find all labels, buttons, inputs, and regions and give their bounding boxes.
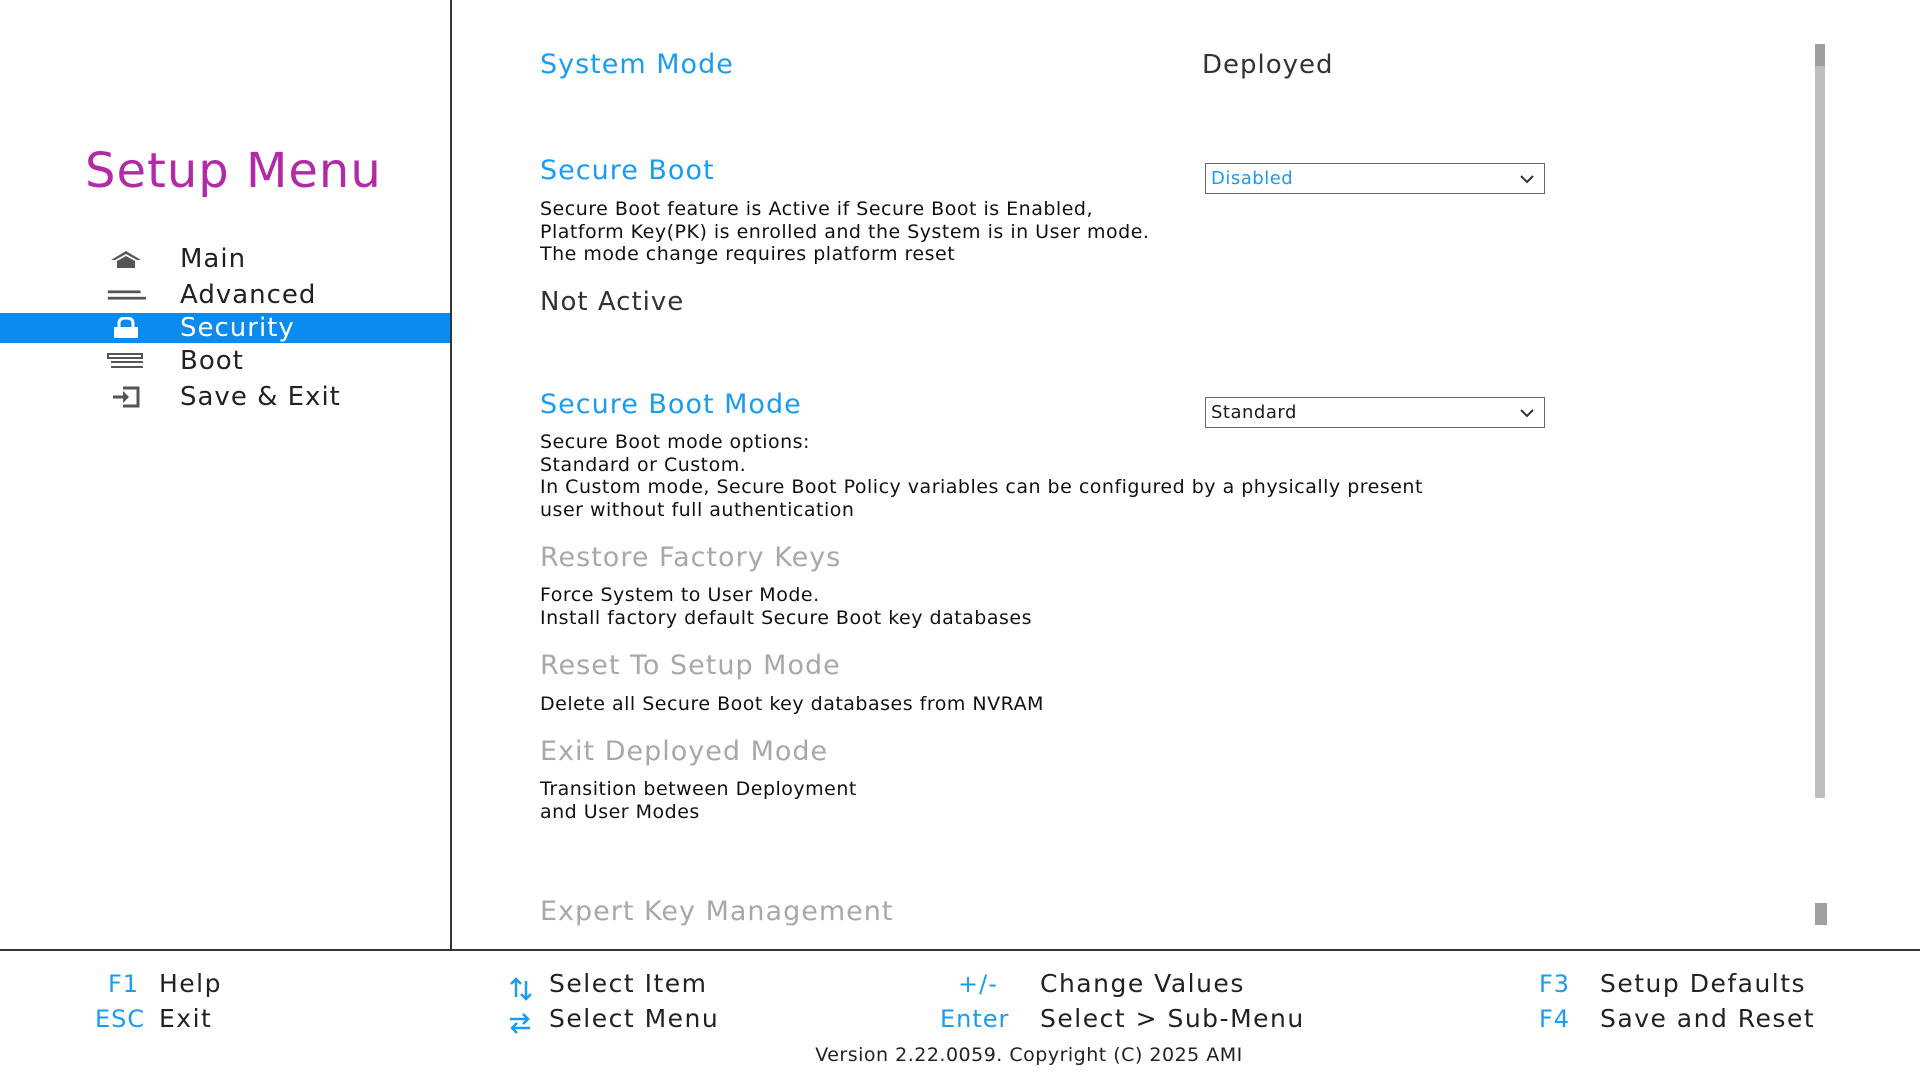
sidebar-item-security[interactable] xyxy=(0,313,450,343)
lock-icon xyxy=(106,314,146,342)
sidebar-item-save-exit[interactable] xyxy=(0,379,450,415)
expert-key-management[interactable]: Expert Key Management xyxy=(540,896,894,927)
select-item-label: Select Item xyxy=(549,969,708,998)
sidebar xyxy=(0,0,452,949)
scrollbar[interactable] xyxy=(1815,44,1825,798)
home-icon xyxy=(106,245,146,273)
key-label: Enter xyxy=(940,1005,1010,1033)
sidebar-item-label: Security xyxy=(180,313,295,343)
help-line: user without full authentication xyxy=(540,498,855,521)
reset-to-setup-mode[interactable]: Reset To Setup Mode xyxy=(540,650,841,681)
f1-help-label: Help xyxy=(159,969,222,998)
secure-boot-dropdown[interactable] xyxy=(1205,163,1545,194)
select-submenu-label: Select > Sub-Menu xyxy=(1040,1004,1305,1033)
enter-key xyxy=(940,1005,1009,1033)
version-text: Version 2.22.0059. Copyright (C) 2025 AMI xyxy=(815,1044,1243,1066)
change-values-label: Change Values xyxy=(1040,969,1245,998)
help-line: Delete all Secure Boot key databases from NVRAM xyxy=(540,693,1044,715)
chevron-down-icon xyxy=(1520,408,1534,418)
key-label: F1 xyxy=(108,970,140,998)
leftright-arrows-icon xyxy=(507,1011,533,1035)
help-line: and User Modes xyxy=(540,800,700,823)
help-line: The mode change requires platform reset xyxy=(540,243,956,265)
sidebar-item-label: Save & Exit xyxy=(180,382,341,412)
sidebar-item-label: Boot xyxy=(180,346,244,376)
boot-icon xyxy=(106,347,146,375)
restore-factory-keys[interactable]: Restore Factory Keys xyxy=(540,542,842,573)
key-label: F3 xyxy=(1539,970,1571,998)
sidebar-item-boot[interactable] xyxy=(0,343,450,379)
system-mode-label: System Mode xyxy=(540,49,734,80)
sidebar-item-label: Advanced xyxy=(180,280,317,310)
help-line: In Custom mode, Secure Boot Policy variables can be configured by a physically present xyxy=(540,476,1423,498)
sidebar-nav xyxy=(0,241,450,415)
f1-key xyxy=(108,970,139,998)
sidebar-item-label: Main xyxy=(180,244,247,274)
help-line: Standard or Custom. xyxy=(540,453,747,476)
exit-icon xyxy=(106,383,146,411)
secure-boot-mode-value: Standard xyxy=(1211,402,1297,423)
sidebar-item-advanced[interactable] xyxy=(0,277,450,313)
secure-boot-label[interactable]: Secure Boot xyxy=(540,155,715,186)
updown-arrows-icon xyxy=(508,976,534,1002)
sidebar-item-main[interactable] xyxy=(0,241,450,277)
secure-boot-mode-dropdown[interactable] xyxy=(1205,397,1545,428)
key-label: F4 xyxy=(1539,1005,1571,1033)
help-line: Transition between Deployment xyxy=(540,778,857,800)
help-line: Force System to User Mode. xyxy=(540,584,820,606)
help-line: Install factory default Secure Boot key databases xyxy=(540,606,1032,629)
plus-minus-key xyxy=(958,970,998,998)
footer-divider xyxy=(0,949,1920,951)
esc-exit-label: Exit xyxy=(159,1004,213,1033)
secure-boot-mode-help xyxy=(540,431,1423,521)
setup-menu-title: Setup Menu xyxy=(85,143,382,199)
scrollbar-end-marker xyxy=(1815,903,1827,925)
help-line: Platform Key(PK) is enrolled and the System is in User mode. xyxy=(540,220,1150,243)
secure-boot-value: Disabled xyxy=(1211,168,1294,189)
reset-to-setup-mode-help xyxy=(540,693,1044,716)
help-line: Secure Boot mode options: xyxy=(540,431,810,453)
system-mode-value: Deployed xyxy=(1202,50,1334,80)
security-page xyxy=(450,0,1920,949)
secure-boot-mode-label[interactable]: Secure Boot Mode xyxy=(540,389,802,420)
secure-boot-help xyxy=(540,198,1149,266)
setup-defaults-label: Setup Defaults xyxy=(1600,969,1807,998)
help-line: Secure Boot feature is Active if Secure Boot is Enabled, xyxy=(540,198,1093,220)
key-label: +/- xyxy=(958,970,998,998)
chevron-down-icon xyxy=(1520,174,1534,184)
exit-deployed-mode[interactable]: Exit Deployed Mode xyxy=(540,736,829,767)
secure-boot-status: Not Active xyxy=(540,287,685,317)
scrollbar-thumb[interactable] xyxy=(1815,44,1825,66)
restore-factory-keys-help xyxy=(540,584,1032,629)
save-and-reset-label: Save and Reset xyxy=(1600,1004,1816,1033)
key-label: ESC xyxy=(95,1005,146,1033)
advanced-icon xyxy=(106,281,146,309)
f3-key xyxy=(1539,970,1570,998)
exit-deployed-mode-help xyxy=(540,778,857,823)
f4-key xyxy=(1539,1005,1570,1033)
esc-key xyxy=(95,1005,145,1033)
select-menu-label: Select Menu xyxy=(549,1004,720,1033)
